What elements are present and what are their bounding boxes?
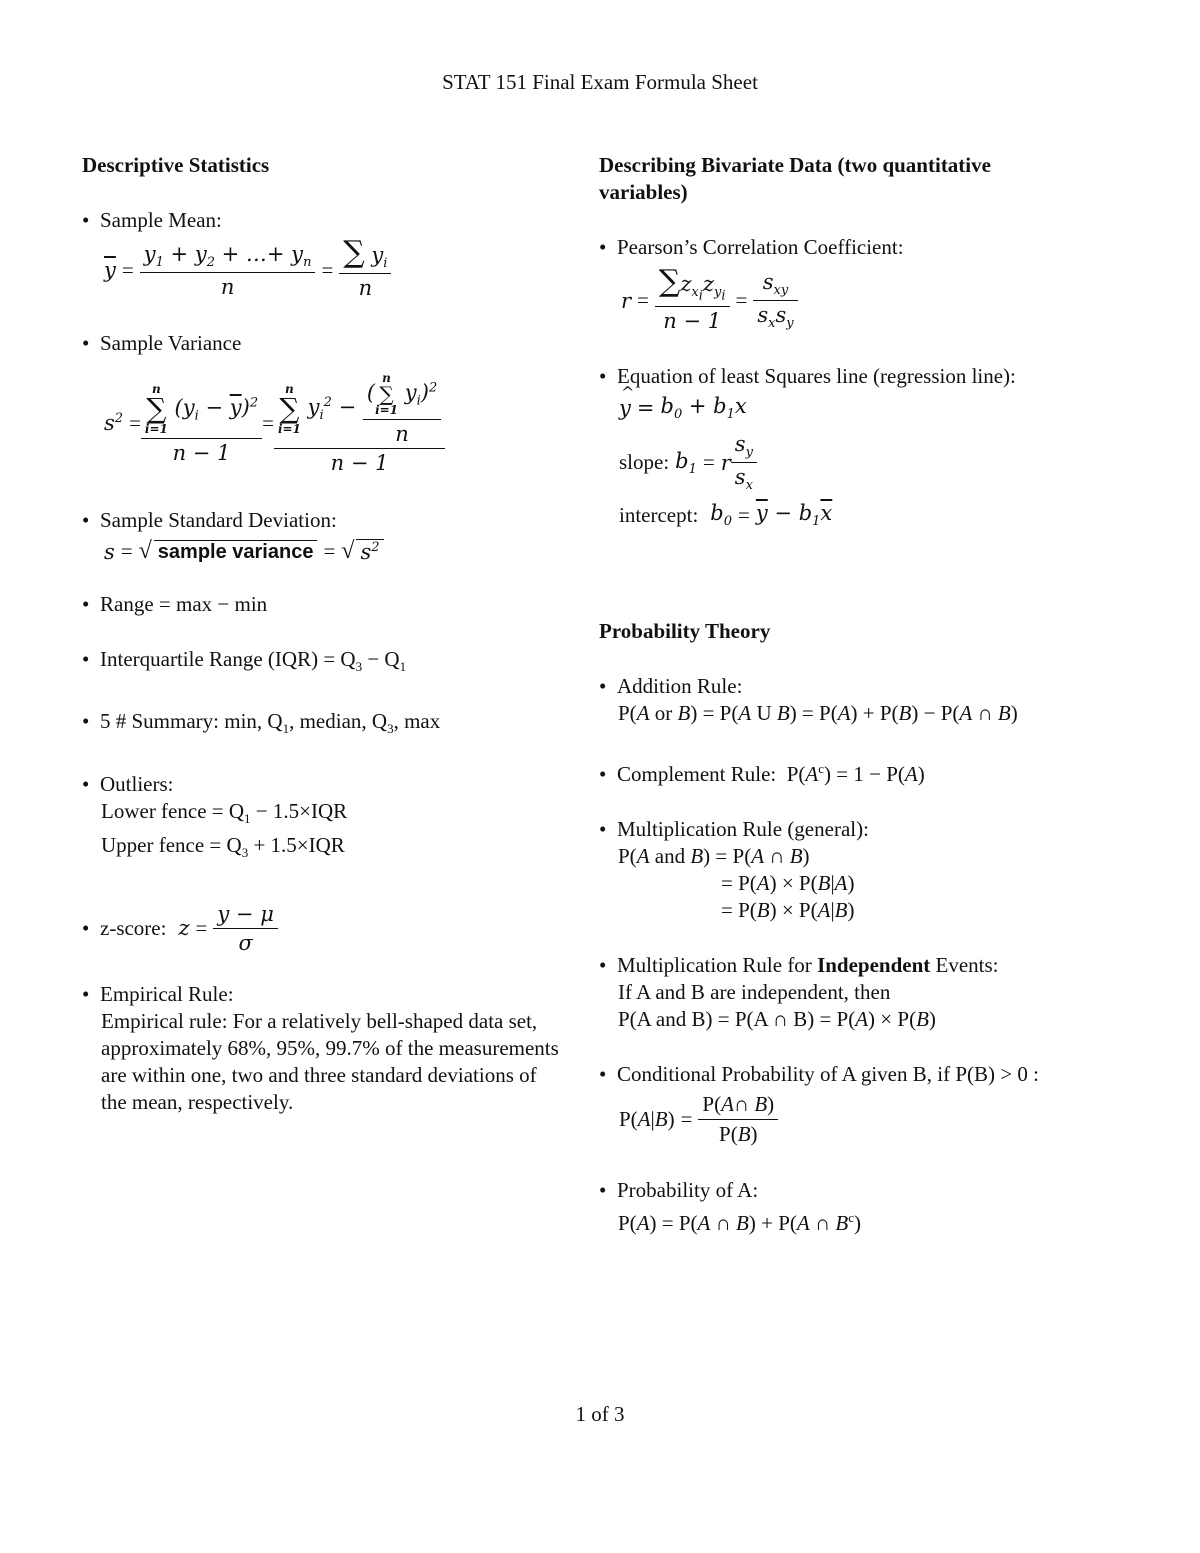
independent-rule-line1: If A and B are independent, then xyxy=(618,979,891,1004)
slope-formula: slope: $b_1$ = r $\frac{s_y}{s_x}$ xyxy=(619,432,1119,493)
range-formula: • Range = max − min xyxy=(82,592,268,617)
probability-of-a-formula: P(A) = P(A ∩ B) + P(A ∩ $B^c$) xyxy=(618,1209,861,1235)
bivariate-heading: Describing Bivariate Data (two quantitative variables) xyxy=(599,153,991,204)
bivariate-probability-column xyxy=(599,152,1119,1237)
pearson-formula: r = $\frac{\sum z_{x_i}z_{y_i}}{n - 1}$ = $\frac{s_{xy}}{s_xs_y}$ xyxy=(621,269,1119,333)
multiplication-rule-line1: P(A and B) = P(A ∩ B) xyxy=(618,843,810,868)
iqr-formula: • Interquartile Range $(IQR) = Q_3 - Q_1$ xyxy=(82,647,407,675)
outliers-label: • Outliers: xyxy=(82,771,174,796)
addition-rule-label: • Addition Rule: xyxy=(599,673,743,698)
addition-rule-formula: P(A or B) = P(A U B) = P(A) + P(B) − P(A ∩ B) xyxy=(618,700,1018,725)
page-number: 1 of 3 xyxy=(575,1402,625,1426)
independent-rule-label: • Multiplication Rule for Independent Events: xyxy=(599,952,999,977)
lower-fence: Lower fence = $Q_1 - 1.5\times IQR$ xyxy=(101,798,348,826)
five-number-summary: • 5 # Summary: min, $Q_1$, median, $Q_3$, max xyxy=(82,709,441,737)
empirical-rule-text: Empirical rule: For a relatively bell-shaped data set, approximately 68%, 95%, 99.7% of the measurements are within one, two and three standard deviations of the mean, respectively. xyxy=(101,1008,559,1114)
least-squares-label: • Equation of least Squares line (regression line): xyxy=(599,363,1016,388)
sample-mean-formula: $\overline{y}$ = $\frac{y_1 + y_2 + \dots+ y_n}{n}$ = $\frac{\sum y_i}{n}$ xyxy=(104,240,562,300)
zscore-formula: • z-score: z = $\frac{y - \mu}{\sigma}$ xyxy=(82,902,562,955)
multiplication-rule-line2: = P(A) × P(B|A) xyxy=(721,870,855,895)
regression-line-formula: ^ y = $b_0 + b_1x$ xyxy=(619,394,1119,422)
sample-sd-label: • Sample Standard Deviation: xyxy=(82,508,337,533)
multiplication-rule-label: • Multiplication Rule (general): xyxy=(599,816,869,841)
independent-rule-line2: P(A and B) = P(A ∩ B) = P(A) × P(B) xyxy=(618,1006,936,1031)
descriptive-statistics-heading: Descriptive Statistics xyxy=(82,153,270,177)
intercept-formula: intercept: $b_0$ = $\overline{y} - b_1\overline{x}$ xyxy=(619,501,833,530)
descriptive-statistics-column xyxy=(82,152,562,1116)
multiplication-rule-line3: = P(B) × P(A|B) xyxy=(721,897,855,922)
sample-mean-label: • Sample Mean: xyxy=(82,208,222,232)
conditional-probability-label: • Conditional Probability of A given B, if P(B) > 0 : xyxy=(599,1061,1039,1086)
upper-fence: Upper fence = $Q_3 + 1.5\times IQR$ xyxy=(101,832,345,860)
probability-theory-heading: Probability Theory xyxy=(599,618,771,643)
pearson-label: • Pearson’s Correlation Coefficient: xyxy=(599,235,904,259)
conditional-probability-formula: P(A|B) = $\frac{P(A\cap B)}{P(B)}$ xyxy=(619,1092,1119,1147)
sample-sd-formula: s = √ sample variance = √ $s^2$ xyxy=(104,538,562,565)
empirical-rule-label: • Empirical Rule: xyxy=(82,981,234,1006)
page-title: STAT 151 Final Exam Formula Sheet xyxy=(442,70,758,94)
probability-of-a-label: • Probability of A: xyxy=(599,1177,759,1202)
complement-rule: • Complement Rule: $P(A^c) = 1 - P(A)$ xyxy=(599,760,925,786)
sample-variance-formula: $s^2$ = n ∑ i=1 $(y_i - \overline{y})^2$ n − 1 = n ∑ i=1 $y_i^2$ − ( n ∑ i=1 $y_i)^2$ n n − 1 xyxy=(104,371,562,475)
sample-variance-label: • Sample Variance xyxy=(82,331,242,356)
